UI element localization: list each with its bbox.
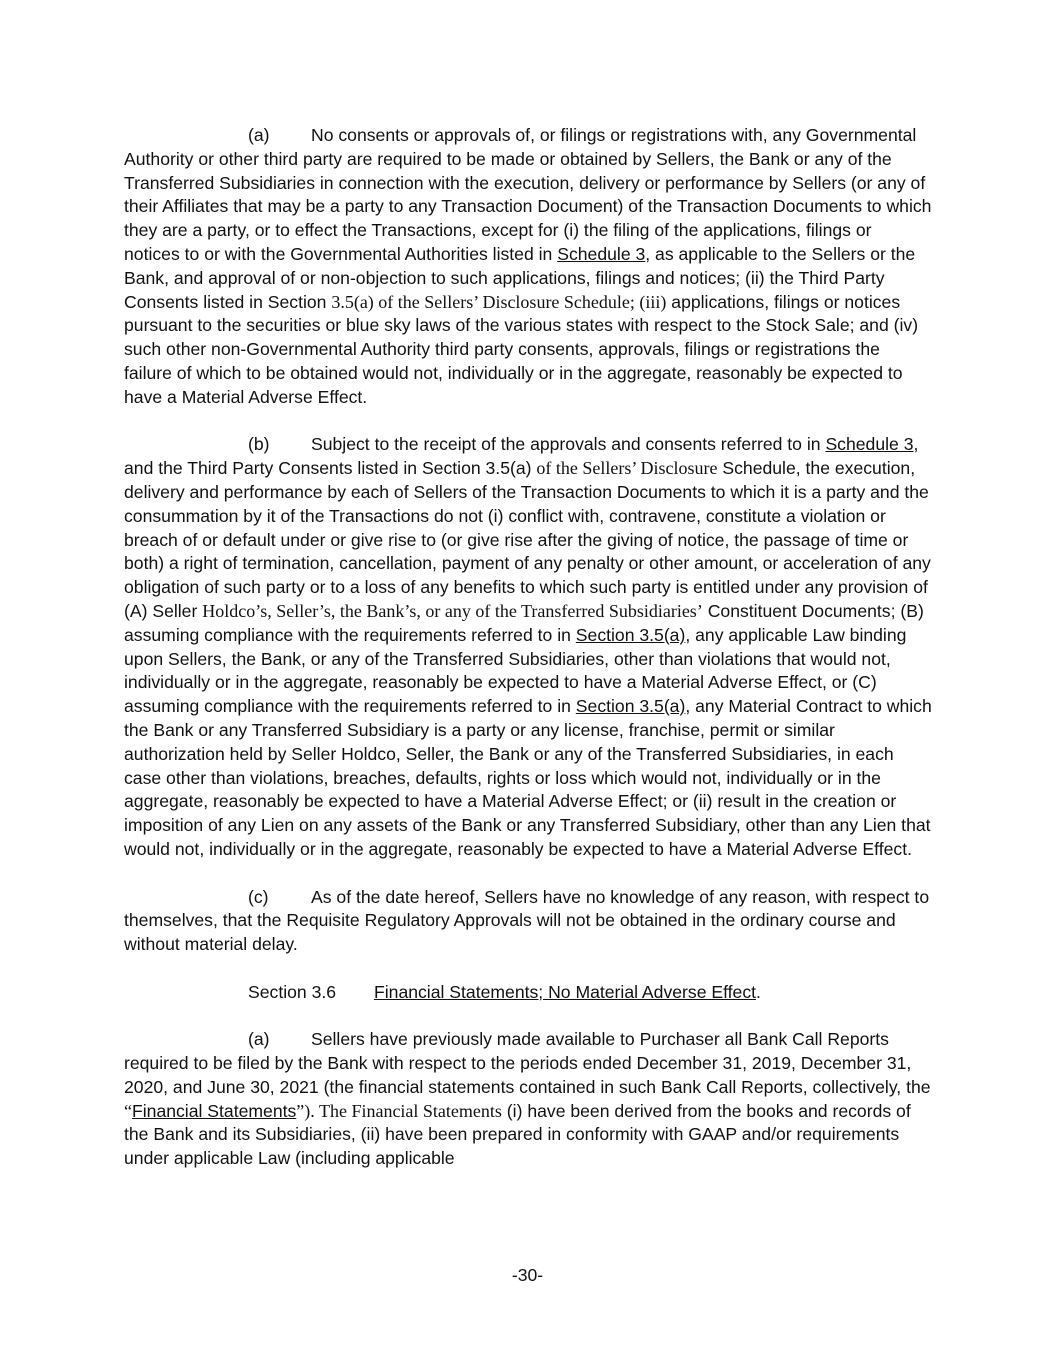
paragraph-text: , as applicable to the Sellers or the Bank, and approval of or non-objection to such applications, filings and notices; (ii) the Third Party Consents listed in Section <box>124 243 916 312</box>
section-title: Financial Statements; No Material Adverse Effect <box>374 981 757 1002</box>
paragraph-text: Subject to the receipt of the approvals and consents referred to in <box>311 434 826 455</box>
defined-term: Financial Statements <box>132 1100 297 1121</box>
paragraph-text: As of the date hereof, Sellers have no knowledge of any reason, with respect to themselves, that the Requisite Regulatory Approvals will not be obtained in the ordinary course and without material delay. <box>124 886 930 955</box>
clause-label: (a) <box>248 125 270 145</box>
paragraph-3-5-a <box>124 124 932 410</box>
paragraph-3-5-c <box>124 886 932 957</box>
page-body <box>124 124 932 1195</box>
section-number: Section 3.6 <box>248 981 337 1002</box>
paragraph-text: , any applicable Law binding upon Sellers, the Bank, or any of the Transferred Subsidiaries, other than violations that would not, individually or in the aggregate, reasonably be expected to have a Material Adverse Effect, or (C) assuming compliance with the requirements referred to in <box>124 624 907 717</box>
paragraph-text-serif: Holdco’s, Seller’s, the Bank’s, or any of the Transferred Subsidiaries’ <box>202 600 703 621</box>
page-number: -30- <box>511 1265 544 1285</box>
paragraph-text-serif: ”). The Financial Statements <box>296 1100 502 1121</box>
paragraph-3-5-b <box>124 433 932 861</box>
paragraph-3-6-a <box>124 1028 932 1171</box>
paragraph-text: No consents or approvals of, or filings or registrations with, any Governmental Authority or other third party are required to be made or obtained by Sellers, the Bank or any of the Transferred Subsidiaries in connection with the execution, delivery or performance by Sellers (or any of their Affiliates that may be a party to any Transaction Document) of the Transaction Documents to which they are a party, or to effect the Transactions, except for (i) the filing of the applications, filings or notices to or with the Governmental Authorities listed in <box>124 125 932 264</box>
open-quote: “ <box>124 1100 132 1121</box>
section-title-period: . <box>756 981 761 1002</box>
clause-label: (b) <box>248 434 270 455</box>
paragraph-text-serif: of the Sellers’ Disclosure <box>536 458 718 479</box>
section-reference: Section 3.5(a) <box>575 696 686 717</box>
section-reference: Section 3.5(a) <box>575 624 686 645</box>
paragraph-text: (i) have been derived from the books and records of the Bank and its Subsidiaries, (ii) have been prepared in conformity with GAAP and/or requirements under applicable Law (including applicable <box>124 1100 911 1169</box>
paragraph-text-serif: 3.5(a) of the Sellers’ Disclosure Schedule; (iii) <box>331 291 667 312</box>
schedule-reference: Schedule 3 <box>557 243 646 264</box>
schedule-reference: Schedule 3 <box>825 434 914 455</box>
clause-label: (a) <box>248 1029 270 1050</box>
paragraph-text: Schedule, the execution, delivery and performance by each of Sellers of the Transaction Documents to which it is a party and the consummation by it of the Transactions do not (i) conflict with, contravene, constitute a violation or breach of or default under or give rise to (or give rise after the giving of notice, the passage of time or both) a right of termination, cancellation, payment of any penalty or other amount, or acceleration of any obligation of such party or to a loss of any benefits to which such party is entitled under any provision of (A) Seller <box>124 458 931 621</box>
section-heading <box>124 981 932 1005</box>
clause-label: (c) <box>248 886 269 907</box>
paragraph-text: Sellers have previously made available to Purchaser all Bank Call Reports required to be filed by the Bank with respect to the periods ended December 31, 2019, December 31, 2020, and June 30, 2021 (the financial statements contained in such Bank Call Reports, collectively, the <box>124 1029 931 1097</box>
paragraph-text: , and the Third Party Consents listed in Section 3.5(a) <box>124 434 919 479</box>
paragraph-text: Constituent Documents; (B) assuming compliance with the requirements referred to in <box>124 600 924 645</box>
paragraph-text: applications, filings or notices pursuant to the securities or blue sky laws of the various states with respect to the Stock Sale; and (iv) such other non-Governmental Authority third party consents, approvals, filings or registrations the failure of which to be obtained would not, individually or in the aggregate, reasonably be expected to have a Material Adverse Effect. <box>124 291 919 407</box>
paragraph-text: , any Material Contract to which the Bank or any Transferred Subsidiary is a party or any license, franchise, permit or similar authorization held by Seller Holdco, Seller, the Bank or any of the Transferred Subsidiaries, in each case other than violations, breaches, defaults, rights or loss which would not, individually or in the aggregate, reasonably be expected to have a Material Adverse Effect; or (ii) result in the creation or imposition of any Lien on any assets of the Bank or any Transferred Subsidiary, other than any Lien that would not, individually or in the aggregate, reasonably be expected to have a Material Adverse Effect. <box>124 696 932 859</box>
